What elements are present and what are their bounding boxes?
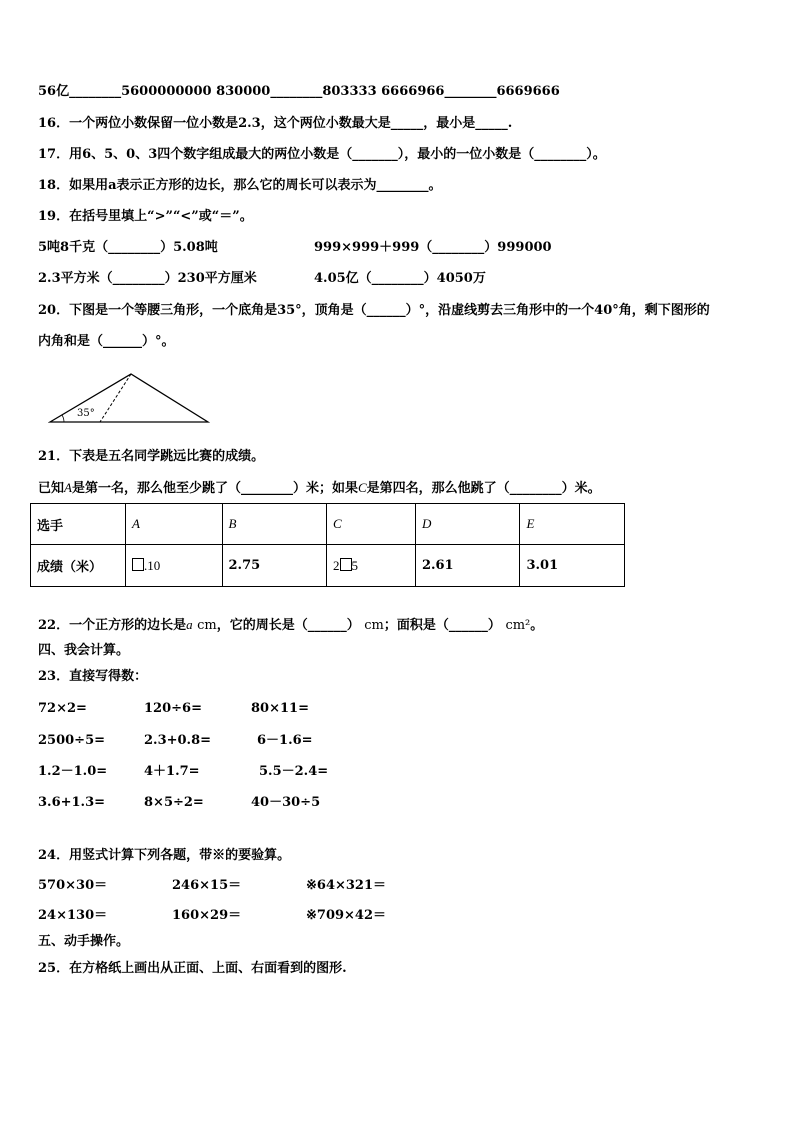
student-b-score: 2.75: [222, 545, 327, 587]
q23-item: 4＋1.7=: [144, 764, 200, 779]
q24-item: ※64×321＝: [306, 878, 387, 893]
student-c-score: 2 5: [327, 545, 416, 587]
question-20-line2: 内角和是（______）°。: [38, 334, 175, 349]
q23-item: 6－1.6=: [257, 733, 313, 748]
question-22: 22．一个正方形的边长是a cm，它的周长是（______） cm；面积是（______） cm²。: [38, 617, 544, 633]
q19-item-c: 2.3平方米（________）230平方厘米: [38, 271, 257, 286]
angle-arc: [62, 415, 64, 422]
q23-item: 1.2－1.0=: [38, 764, 108, 779]
student-a-score: .10: [126, 545, 223, 587]
q24-item: 570×30＝: [38, 878, 108, 893]
student-c-name: C: [327, 504, 416, 545]
table-header-label: 选手: [31, 504, 126, 545]
triangle-outline: [50, 374, 208, 422]
blank-box: [132, 558, 144, 571]
question-25: 25．在方格纸上画出从正面、上面、右面看到的图形.: [38, 961, 347, 976]
q24-item: ※709×42＝: [306, 908, 387, 923]
q19-item-b: 999×999＋999（________）999000: [314, 240, 552, 255]
question-18: 18．如果用a表示正方形的边长，那么它的周长可以表示为________。: [38, 178, 442, 193]
long-jump-score-table: [30, 503, 625, 587]
student-d-score: 2.61: [415, 545, 520, 587]
isosceles-triangle-figure: [48, 370, 210, 426]
question-21-statement: 已知A是第一名，那么他至少跳了（________）米；如果C是第四名，那么他跳了（________）米。: [38, 480, 601, 496]
table-row: [31, 504, 625, 545]
q19-item-a: 5吨8千克（________）5.08吨: [38, 240, 218, 255]
blank-box: [340, 558, 352, 571]
q23-item: 72×2=: [38, 701, 87, 716]
student-b-name: B: [222, 504, 327, 545]
question-17: 17．用6、5、0、3四个数字组成最大的两位小数是（_______），最小的一位小数是（________）。: [38, 147, 606, 162]
q23-item: 2500÷5=: [38, 733, 106, 748]
dashed-cut-line: [100, 374, 131, 422]
question-16: 16．一个两位小数保留一位小数是2.3，这个两位小数最大是_____，最小是_____.: [38, 116, 513, 131]
q23-item: 80×11=: [251, 701, 309, 716]
student-d-name: D: [415, 504, 520, 545]
q15-comparison-line: 56亿________5600000000 830000________803333 6666966________6669666: [38, 84, 560, 99]
student-e-score: 3.01: [520, 545, 625, 587]
q23-item: 40－30÷5: [251, 795, 321, 810]
section-4-heading: 四、我会计算。: [38, 643, 130, 658]
table-row-label: 成绩（米）: [31, 545, 126, 587]
q23-item: 5.5－2.4=: [259, 764, 329, 779]
q24-item: 246×15＝: [172, 878, 242, 893]
q23-item: 2.3+0.8=: [144, 733, 212, 748]
q23-item: 3.6+1.3=: [38, 795, 106, 810]
student-a-name: A: [126, 504, 223, 545]
section-5-heading: 五、动手操作。: [38, 934, 130, 949]
question-20-line1: 20．下图是一个等腰三角形，一个底角是35°，顶角是（______）°，沿虚线剪去三角形中的一个40°角，剩下图形的: [38, 303, 710, 318]
question-21: 21．下表是五名同学跳远比赛的成绩。: [38, 449, 265, 464]
q24-item: 24×130＝: [38, 908, 108, 923]
question-19: 19．在括号里填上“>”“<”或“＝”。: [38, 209, 253, 224]
q24-item: 160×29＝: [172, 908, 242, 923]
angle-label: 35°: [77, 408, 95, 419]
q23-item: 8×5÷2=: [144, 795, 204, 810]
q23-item: 120÷6=: [144, 701, 202, 716]
q19-item-d: 4.05亿（________）4050万: [314, 271, 486, 286]
student-e-name: E: [520, 504, 625, 545]
question-23: 23．直接写得数：: [38, 669, 148, 684]
question-24: 24．用竖式计算下列各题，带※的要验算。: [38, 848, 291, 863]
table-row: [31, 545, 625, 587]
